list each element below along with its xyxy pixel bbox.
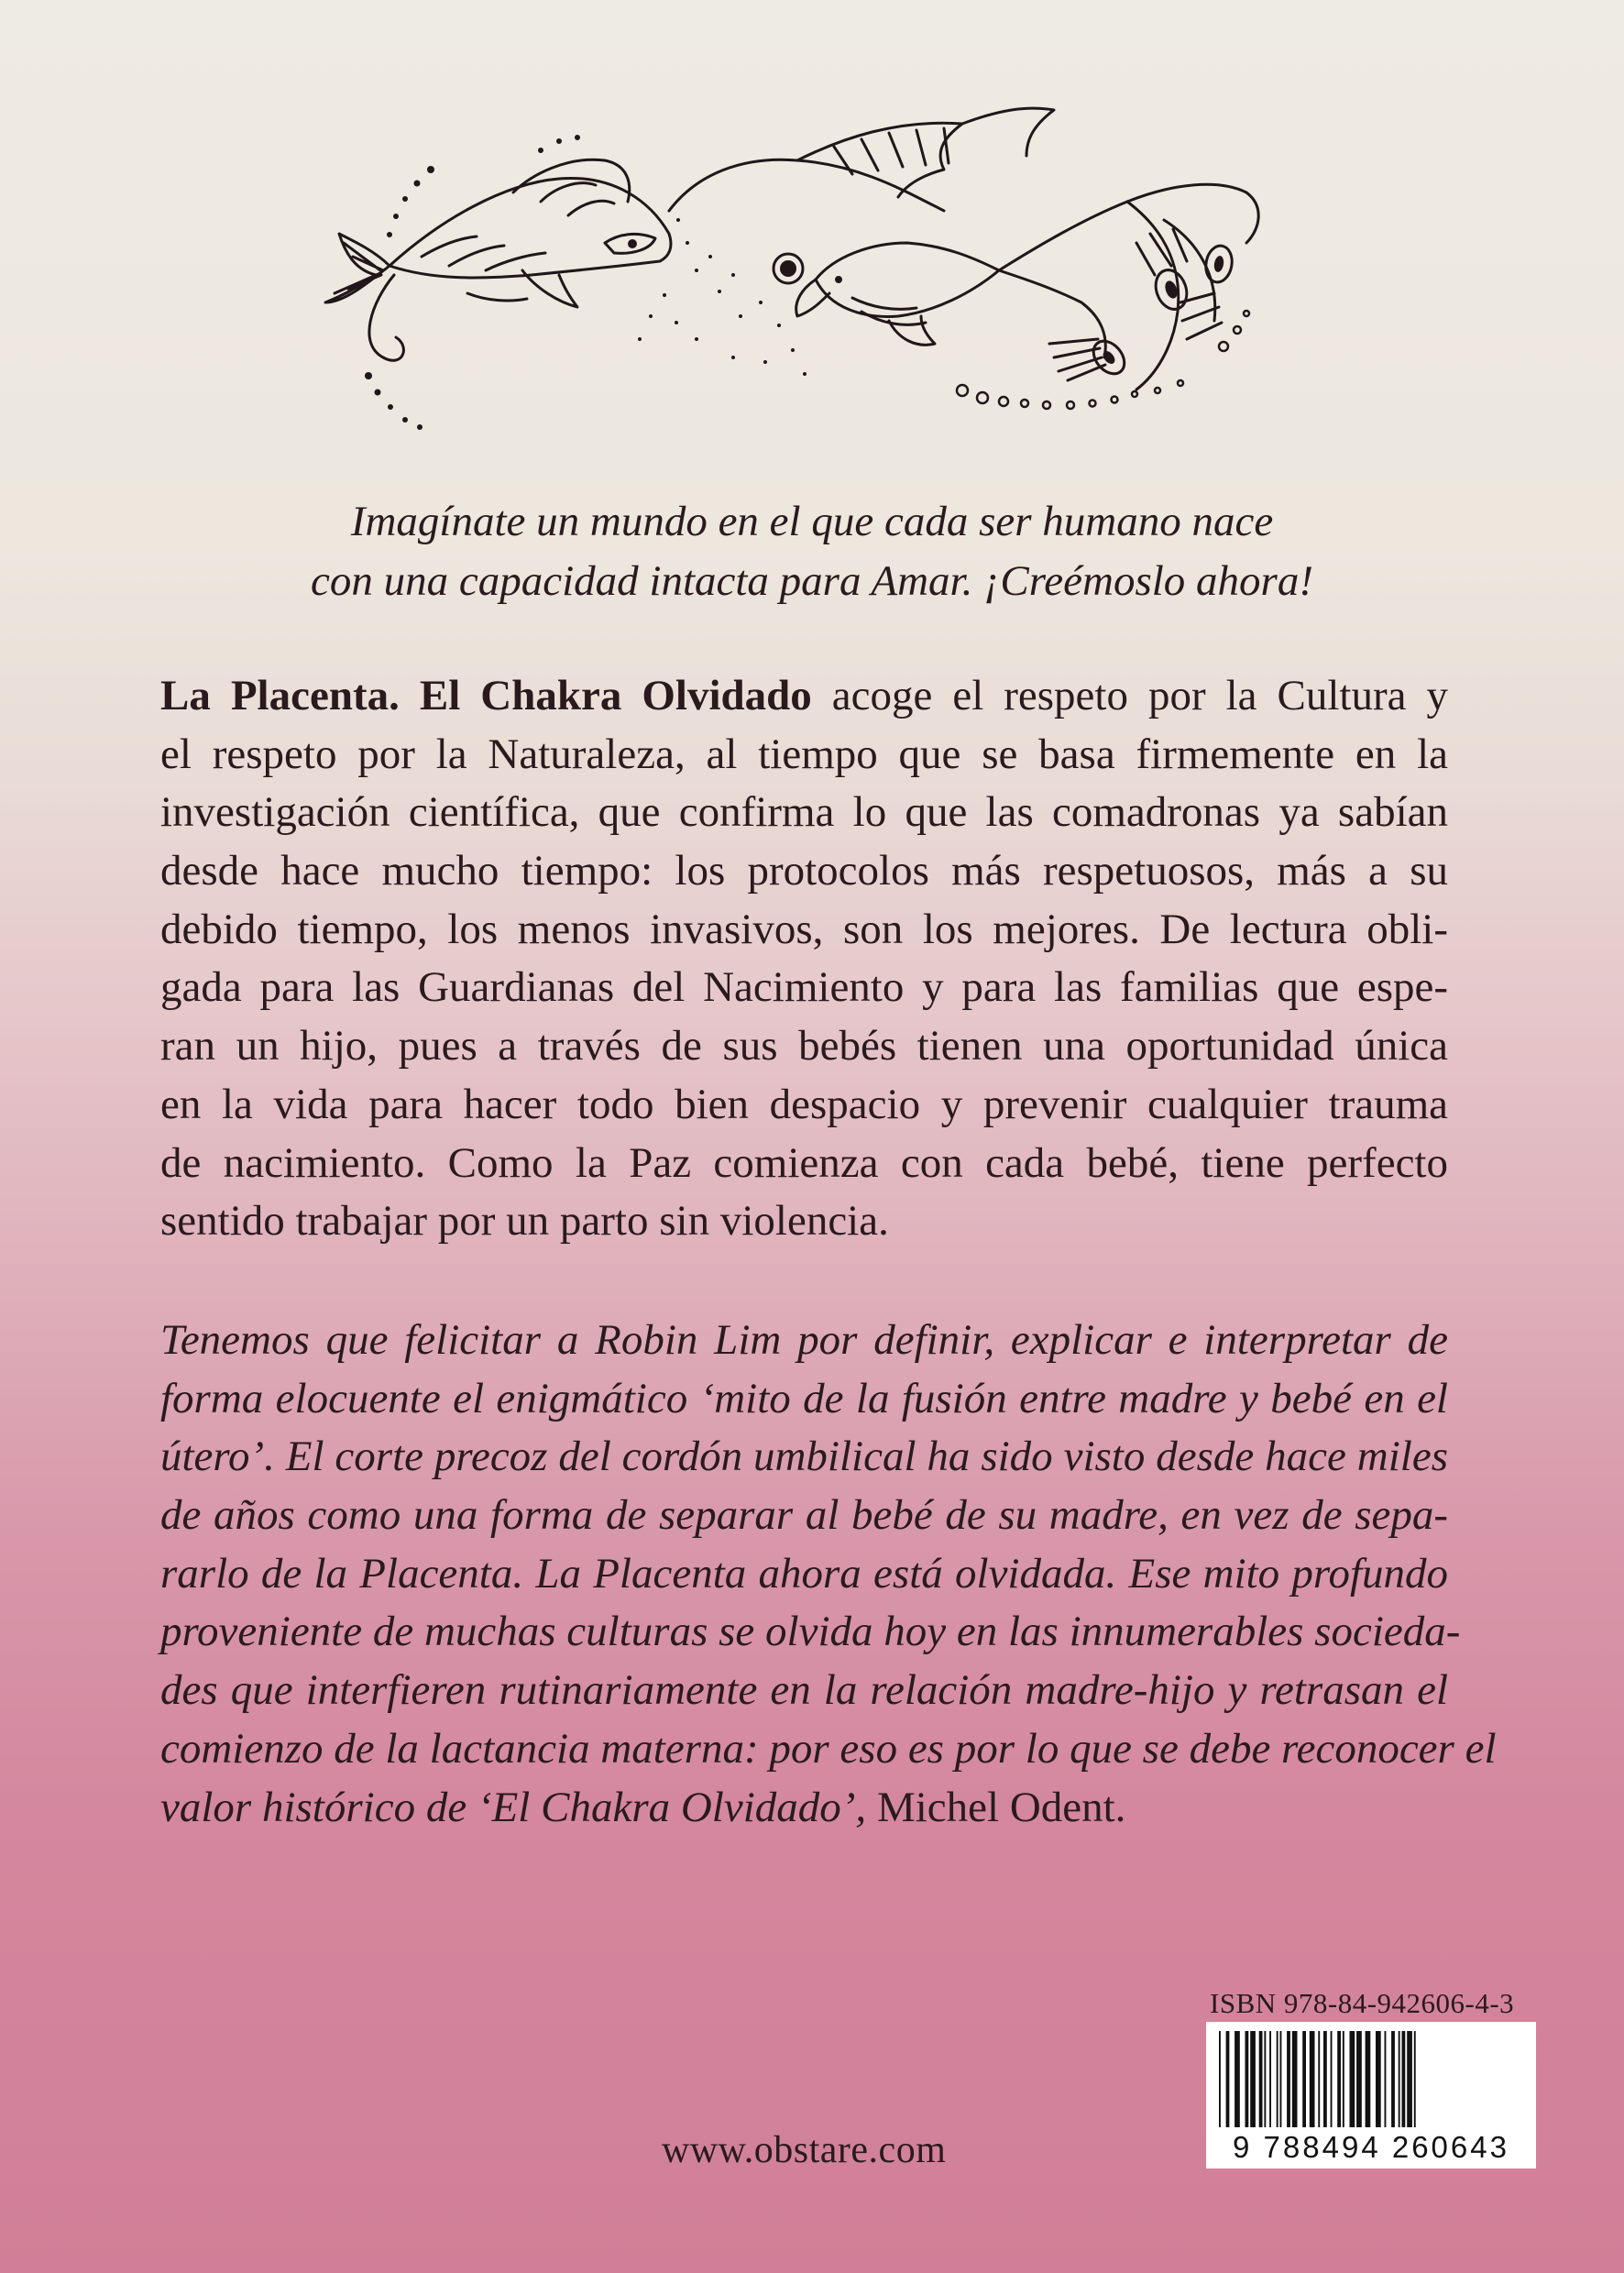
barcode-bar: [1391, 2031, 1395, 2127]
quote-line: de años como una forma de separar al bebé de su madre, en vez de sepa-: [160, 1491, 1448, 1540]
barcode-bar: [1376, 2031, 1381, 2127]
barcode-bar: [1414, 2031, 1416, 2127]
quote-line: proveniente de muchas culturas se olvida hoy en las innumerables socieda-: [160, 1608, 1461, 1656]
description-line: investigación científica, que confirma lo que las comadronas ya sabían: [160, 788, 1448, 837]
website-url: www.obstare.com: [662, 2129, 947, 2171]
quote-line: Tenemos que felicitar a Robin Lim por definir, explicar e interpretar de: [160, 1316, 1448, 1364]
description-line: el respeto por la Naturaleza, al tiempo que se basa firmemente en la: [160, 730, 1448, 778]
barcode-bar: [1292, 2031, 1298, 2127]
barcode-bar: [1250, 2031, 1256, 2127]
tagline-line-2: con una capacidad intacta para Amar. ¡Creémoslo ahora!: [311, 557, 1313, 605]
description-line: en la vida para hacer todo bien despacio y prevenir cualquier trauma: [160, 1080, 1448, 1128]
barcode-bar: [1337, 2031, 1341, 2127]
quote-line: des que interfieren rutinariamente en la relación madre-hijo y retrasan el: [160, 1666, 1448, 1715]
barcode-bar: [1366, 2031, 1371, 2127]
fish-bird-illustration-icon: [302, 82, 1329, 467]
barcode-bar: [1402, 2031, 1406, 2127]
barcode-icon: [1206, 2022, 1536, 2169]
barcode-bars: [1215, 2031, 1527, 2127]
endorsement-quote: [160, 1312, 1497, 1837]
tagline: [170, 492, 1454, 611]
description-line: de nacimiento. Como la Paz comienza con cada bebé, tiene perfecto: [160, 1138, 1448, 1187]
barcode-bar: [1259, 2031, 1263, 2127]
barcode-bar: [1318, 2031, 1320, 2127]
barcode-bar: [1280, 2031, 1282, 2127]
description-line: ran un hijo, pues a través de sus bebés tienen una oportunidad única: [160, 1022, 1448, 1071]
barcode-bar: [1407, 2031, 1412, 2127]
quote-author: Michel Odent.: [866, 1783, 1126, 1831]
book-title: La Placenta. El Chakra Olvidado: [160, 672, 812, 719]
barcode-bar: [1277, 2031, 1278, 2127]
barcode-bar: [1350, 2031, 1355, 2127]
barcode-bar: [1310, 2031, 1315, 2127]
barcode-bar: [1226, 2031, 1230, 2127]
barcode-bar: [1287, 2031, 1290, 2127]
barcode-bar: [1343, 2031, 1344, 2127]
isbn-label: ISBN 978-84-942606-4-3: [1210, 1987, 1515, 2019]
quote-line: rarlo de la Placenta. La Placenta ahora está olvidada. Ese mito profundo: [160, 1549, 1448, 1598]
barcode-bar: [1269, 2031, 1271, 2127]
description-line: desde hace mucho tiempo: los protocolos más respetuosos, más a su: [160, 847, 1448, 895]
barcode-bar: [1302, 2031, 1306, 2127]
description-line: gada para las Guardianas del Nacimiento y para las familias que espe-: [160, 963, 1448, 1012]
barcode-bar: [1234, 2031, 1240, 2127]
description-line: La Placenta. El Chakra Olvidado acoge el respeto por la Cultura y: [160, 672, 1448, 719]
barcode-digits: 9 788494 260643: [1233, 2130, 1509, 2164]
barcode-bar: [1399, 2031, 1400, 2127]
barcode-bar: [1385, 2031, 1387, 2127]
quote-line: útero’. El corte precoz del cordón umbilical ha sido visto desde hace miles: [160, 1433, 1448, 1481]
description-line: sentido trabajar por un parto sin violencia.: [160, 1197, 889, 1246]
description-line: debido tiempo, los menos invasivos, son los mejores. De lectura obli-: [160, 905, 1448, 953]
barcode-bar: [1219, 2031, 1221, 2127]
barcode-bar: [1264, 2031, 1266, 2127]
quote-line: forma elocuente el enigmático ‘mito de la fusión entre madre y bebé en el: [160, 1374, 1448, 1422]
barcode-bar: [1245, 2031, 1249, 2127]
tagline-line-1: Imagínate un mundo en el que cada ser humano nace: [350, 498, 1274, 545]
barcode-bar: [1323, 2031, 1327, 2127]
book-description: [160, 667, 1448, 1251]
quote-line: valor histórico de ‘El Chakra Olvidado’, Michel Odent.: [160, 1783, 1126, 1831]
barcode-bar: [1331, 2031, 1333, 2127]
quote-line: comienzo de la lactancia materna: por eso es por lo que se debe reconocer el: [160, 1724, 1497, 1773]
barcode-bar: [1356, 2031, 1362, 2127]
